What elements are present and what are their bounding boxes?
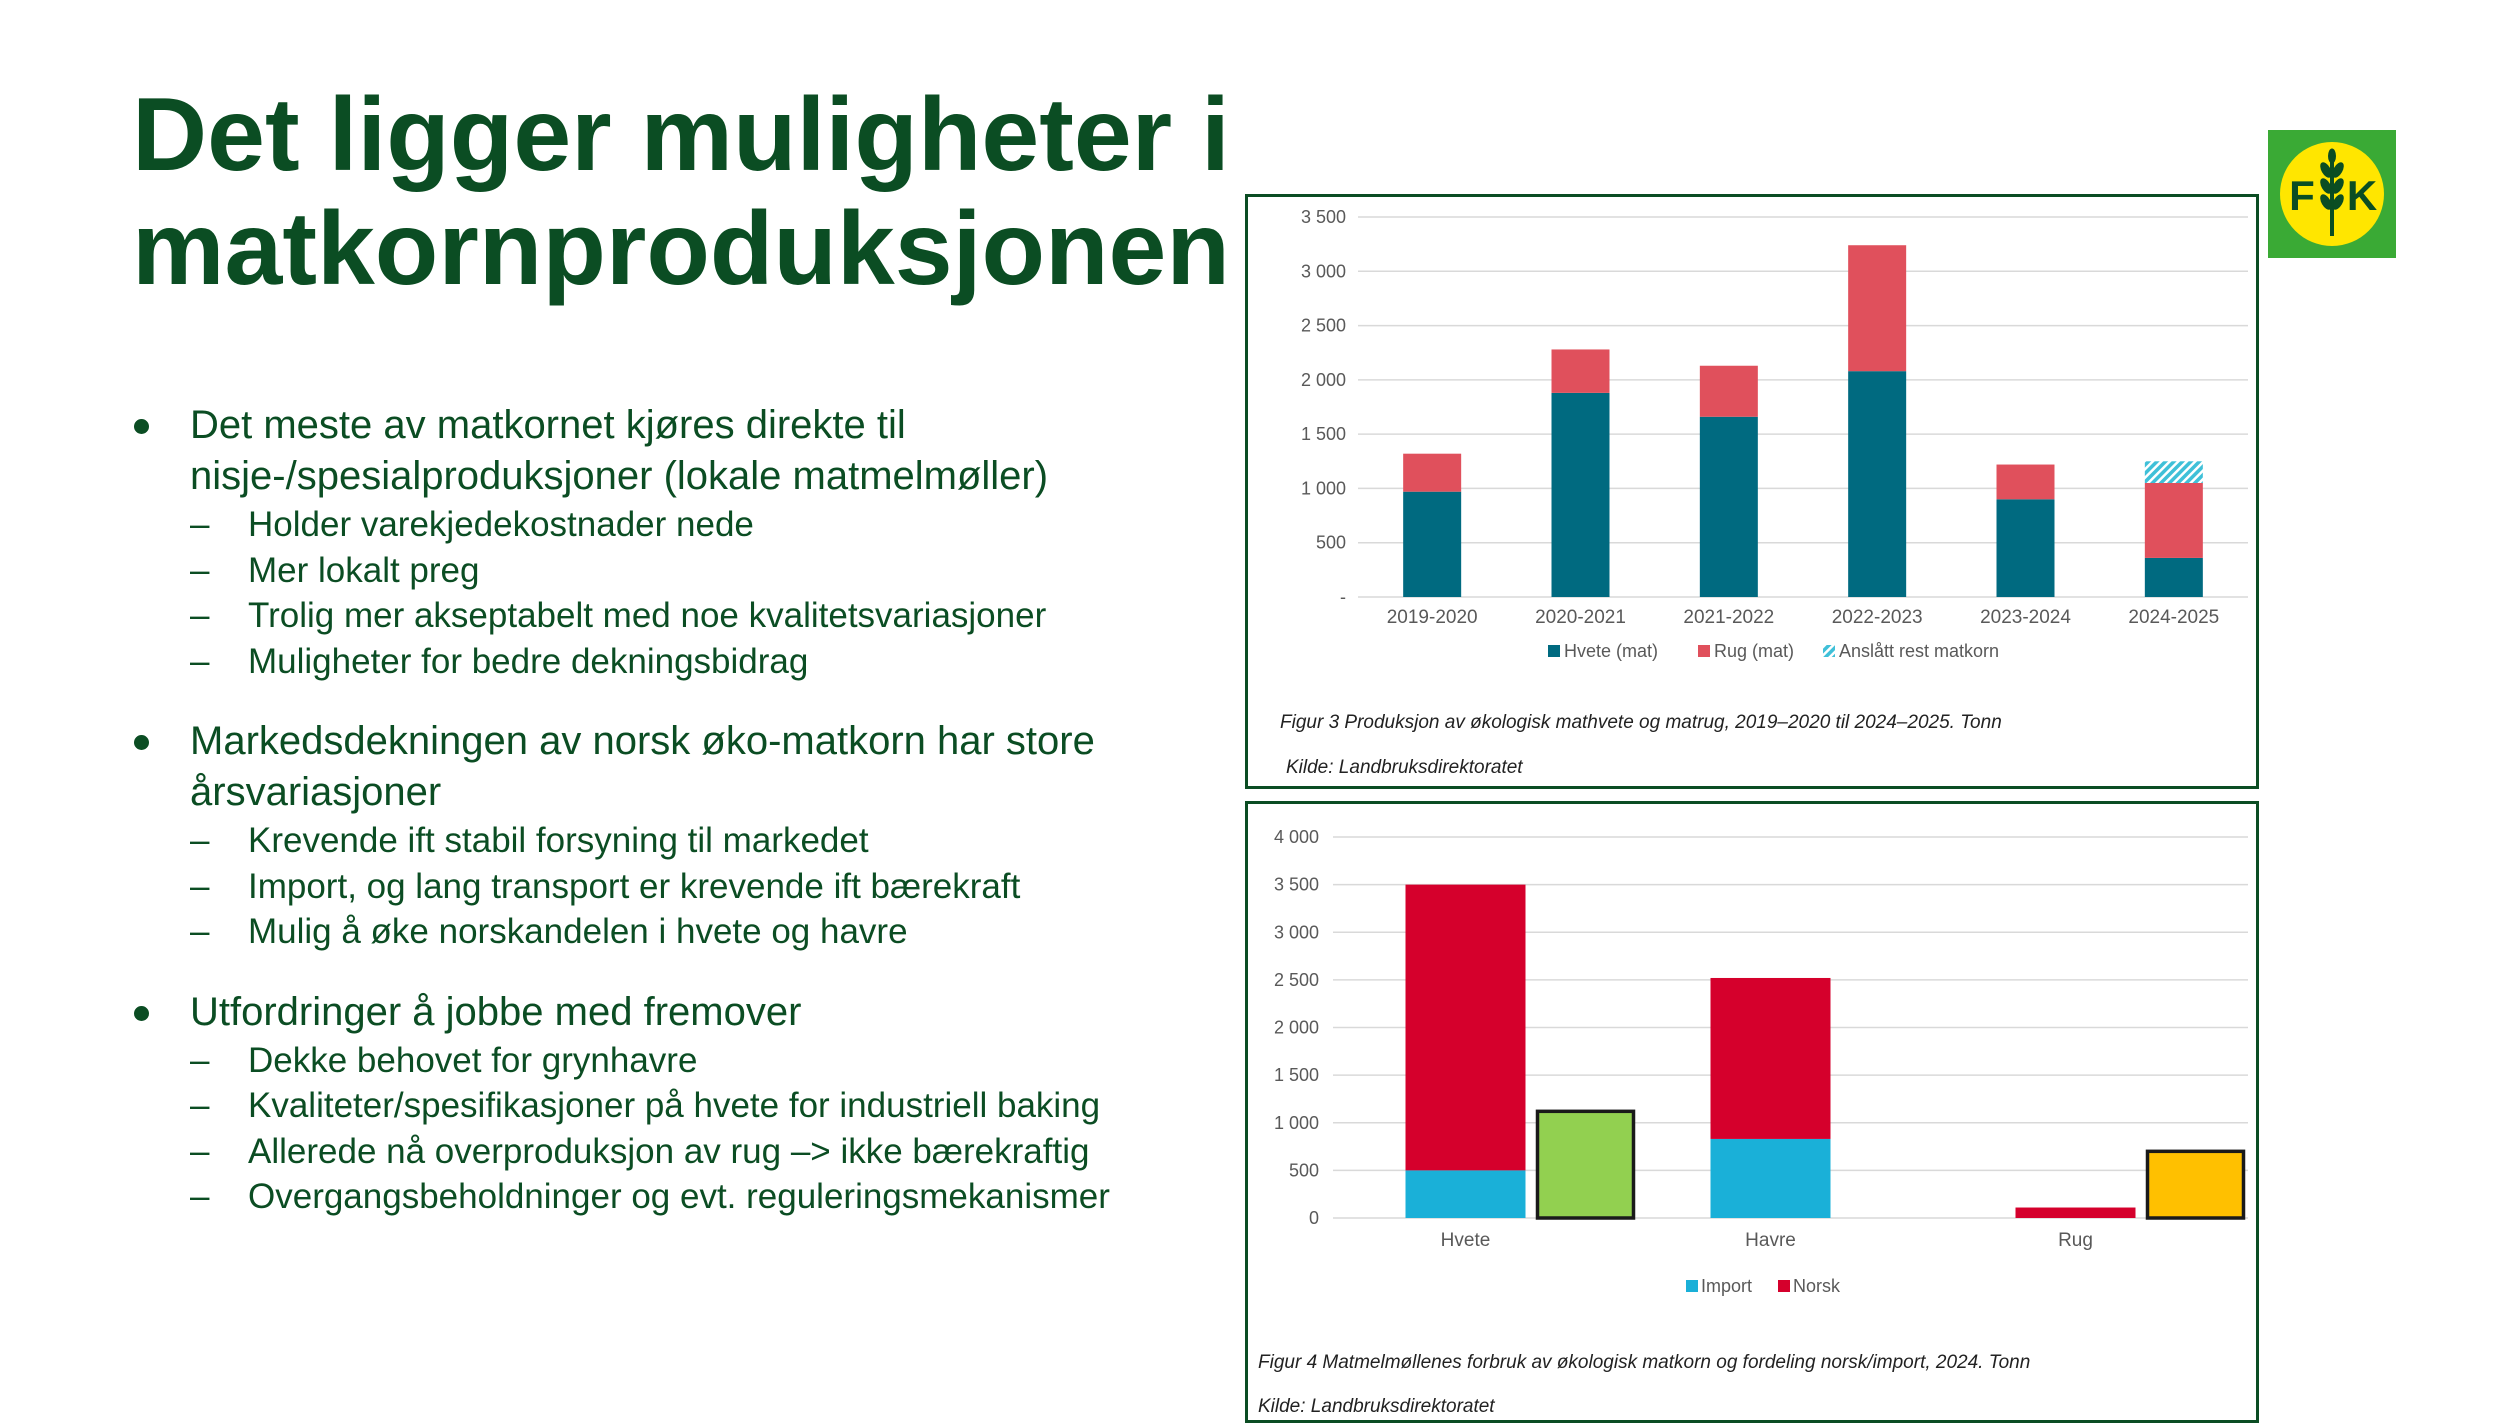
- y-tick-label: -: [1340, 587, 1346, 607]
- legend-swatch: [1686, 1280, 1698, 1292]
- bar-segment: [1997, 499, 2055, 597]
- sub-bullet-text: Import, og lang transport er krevende ift bærekraft: [248, 866, 1021, 906]
- bar-segment: [2145, 558, 2203, 597]
- bar-segment: [1403, 492, 1461, 597]
- bar-segment: [1700, 417, 1758, 597]
- y-tick-label: 2 000: [1300, 369, 1346, 390]
- bullet-item: [132, 987, 1192, 1038]
- chart-panel-production: [1245, 194, 2259, 789]
- sub-bullet-item: [132, 864, 1192, 910]
- dash-marker: –: [190, 550, 210, 590]
- bullet-text: Markedsdekningen av norsk øko-matkorn har store årsvariasjoner: [190, 719, 1095, 814]
- y-tick-label: 4 000: [1273, 827, 1319, 847]
- sub-bullet-text: Allerede nå overproduksjon av rug –> ikke bærekraftig: [248, 1131, 1090, 1171]
- sub-bullet-item: [132, 818, 1192, 864]
- sub-bullet-item: [132, 1129, 1192, 1175]
- x-tick-label: Rug: [2058, 1230, 2093, 1251]
- sub-bullet-text: Krevende ift stabil forsyning til markedet: [248, 821, 869, 860]
- bullet-dot: [134, 735, 149, 750]
- bar-segment: [2016, 1208, 2136, 1218]
- legend-label: Anslått rest matkorn: [1839, 641, 2000, 661]
- dash-marker: –: [190, 821, 210, 860]
- fk-logo-graphic: [2268, 130, 2396, 258]
- title-line-2: matkornproduksjonen: [132, 191, 1230, 307]
- dash-marker: –: [190, 1040, 210, 1080]
- sub-bullet-item: [132, 593, 1192, 639]
- bar-segment: [1403, 454, 1461, 492]
- sub-bullet-item: [132, 548, 1192, 594]
- y-tick-label: 3 000: [1273, 922, 1319, 943]
- chart-production-svg: [1248, 197, 2256, 786]
- legend-swatch: [1823, 645, 1835, 657]
- y-tick-label: 1 000: [1273, 1112, 1319, 1133]
- y-tick-label: 500: [1315, 532, 1346, 553]
- sub-bullet-text: Holder varekjedekostnader nede: [248, 505, 754, 544]
- bar-segment: [2145, 461, 2203, 483]
- bar-segment: [1711, 978, 1831, 1139]
- bar-segment: [1711, 1139, 1831, 1218]
- sub-bullet-text: Dekke behovet for grynhavre: [248, 1040, 698, 1080]
- dash-marker: –: [190, 866, 210, 906]
- legend-label: Import: [1701, 1276, 1753, 1296]
- logo-letter-k: K: [2346, 172, 2378, 219]
- legend-label: Hvete (mat): [1564, 641, 1659, 661]
- legend-swatch: [1548, 645, 1560, 657]
- sub-bullet-text: Kvaliteter/spesifikasjoner på hvete for industriell baking: [248, 1086, 1101, 1125]
- chart-panel-consumption: [1245, 801, 2259, 1423]
- chart-caption: Figur 3 Produksjon av økologisk mathvete og matrug, 2019–2020 til 2024–2025. Tonn: [1280, 712, 2002, 733]
- bar-segment: [1997, 465, 2055, 500]
- legend-label: Norsk: [1793, 1276, 1841, 1296]
- bullet-list: [132, 400, 1192, 1220]
- extra-bar: [2148, 1151, 2244, 1218]
- dash-marker: –: [190, 1177, 210, 1216]
- bullet-text: Det meste av matkornet kjøres direkte til nisje-/spesialproduksjoner (lokale matmelmøller): [190, 403, 1049, 498]
- legend-swatch: [1698, 645, 1710, 657]
- x-tick-label: 2022-2023: [1831, 607, 1923, 628]
- y-tick-label: 3 500: [1300, 207, 1346, 227]
- y-tick-label: 1 500: [1273, 1065, 1319, 1086]
- fk-logo: [2268, 130, 2396, 258]
- dash-marker: –: [190, 912, 210, 951]
- dash-marker: –: [190, 596, 210, 635]
- dash-marker: –: [190, 641, 210, 681]
- x-tick-label: Havre: [1745, 1230, 1796, 1251]
- page-title: [132, 78, 1252, 306]
- sub-bullet-text: Overgangsbeholdninger og evt. reguleringsmekanismer: [248, 1177, 1110, 1216]
- chart-caption: Figur 4 Matmelmøllenes forbruk av økologisk matkorn og fordeling norsk/import, 2024. Tonn: [1258, 1352, 2031, 1373]
- legend-label: Rug (mat): [1714, 641, 1795, 661]
- sub-bullet-item: [132, 502, 1192, 548]
- x-tick-label: 2021-2022: [1683, 607, 1775, 628]
- bar-segment: [1552, 393, 1610, 597]
- y-tick-label: 0: [1308, 1208, 1319, 1228]
- sub-bullet-text: Mulig å øke norskandelen i hvete og havre: [248, 912, 908, 951]
- x-tick-label: 2020-2021: [1535, 607, 1626, 628]
- dash-marker: –: [190, 505, 210, 544]
- sub-bullet-item: [132, 1174, 1192, 1220]
- bullet-dot: [134, 1006, 149, 1021]
- y-tick-label: 2 000: [1273, 1017, 1319, 1038]
- sub-bullet-text: Trolig mer akseptabelt med noe kvalitetsvariasjoner: [248, 596, 1047, 635]
- dash-marker: –: [190, 1131, 210, 1171]
- sub-bullet-item: [132, 1038, 1192, 1084]
- bar-segment: [1848, 245, 1906, 371]
- logo-letter-f: F: [2289, 172, 2315, 219]
- sub-bullet-item: [132, 909, 1192, 955]
- y-tick-label: 1 500: [1300, 424, 1346, 445]
- bar-segment: [2145, 483, 2203, 558]
- y-tick-label: 1 000: [1300, 478, 1346, 499]
- x-tick-label: 2024-2025: [2128, 607, 2220, 628]
- bullet-item: [132, 400, 1192, 502]
- sub-bullet-item: [132, 639, 1192, 685]
- title-line-1: Det ligger muligheter i: [132, 77, 1230, 193]
- x-tick-label: 2023-2024: [1980, 607, 2071, 628]
- y-tick-label: 2 500: [1273, 969, 1319, 990]
- extra-bar: [1538, 1111, 1634, 1218]
- bar-segment: [1406, 1170, 1526, 1218]
- chart-source: Kilde: Landbruksdirektoratet: [1258, 1396, 1495, 1417]
- sub-bullet-text: Muligheter for bedre dekningsbidrag: [248, 641, 809, 681]
- bullet-text: Utfordringer å jobbe med fremover: [190, 989, 802, 1034]
- bullet-dot: [134, 419, 149, 434]
- y-tick-label: 2 500: [1300, 315, 1346, 336]
- legend-swatch: [1778, 1280, 1790, 1292]
- y-tick-label: 3 500: [1273, 874, 1319, 895]
- chart-source: Kilde: Landbruksdirektoratet: [1286, 757, 1523, 778]
- chart-consumption-svg: [1248, 804, 2256, 1420]
- y-tick-label: 3 000: [1300, 261, 1346, 282]
- bar-segment: [1406, 885, 1526, 1171]
- x-tick-label: Hvete: [1440, 1230, 1491, 1251]
- bar-segment: [1700, 366, 1758, 417]
- bar-segment: [1848, 371, 1906, 597]
- dash-marker: –: [190, 1086, 210, 1125]
- sub-bullet-item: [132, 1083, 1192, 1129]
- bar-segment: [1552, 349, 1610, 392]
- bullet-item: [132, 716, 1192, 818]
- x-tick-label: 2019-2020: [1386, 607, 1478, 628]
- y-tick-label: 500: [1288, 1160, 1319, 1181]
- sub-bullet-text: Mer lokalt preg: [248, 550, 480, 590]
